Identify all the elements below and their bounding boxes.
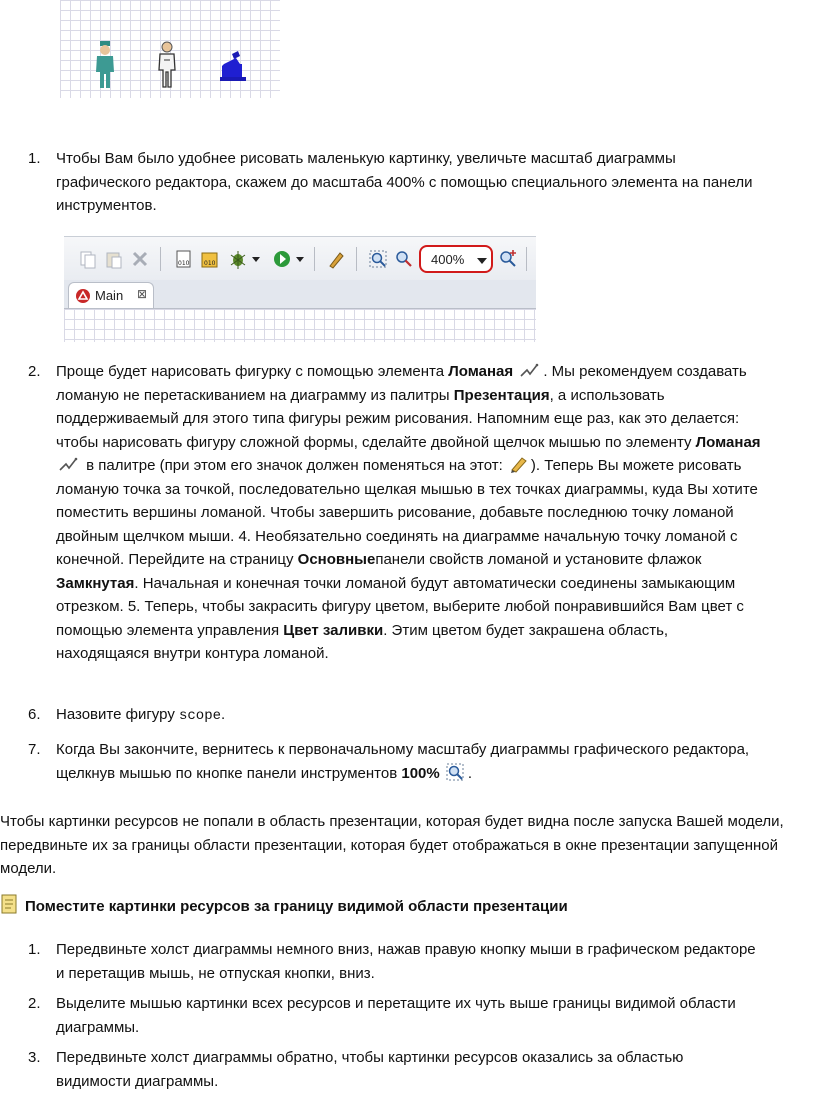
step-6-text-part: Назовите фигуру (56, 706, 179, 723)
run-icon[interactable] (272, 249, 292, 269)
step-2-text-part: . Мы рекомендуем создавать ломаную не перетаскиванием на диаграмму из палитры (56, 363, 747, 404)
step-2-text-part: , а использовать поддерживаемый для этого типа фигуры режим рисования. Напомним еще раз, как это делается: чтобы нарисовать фигуру сложной формы, сделайте двойной щелчок мышью по элементу (56, 386, 740, 451)
step-2-text (56, 360, 762, 666)
step-7-text-part: . (467, 764, 473, 782)
bed-resource-icon (218, 50, 248, 82)
close-icon[interactable]: ⊠ (137, 287, 148, 301)
step-7-text-part: Когда Вы закончите, вернитесь к первоначальному масштабу диаграммы графического редактора, щелкнув мышью по кнопке панели инструментов (56, 741, 750, 782)
step-1-number: 1. (28, 150, 41, 167)
toolbar-separator (160, 247, 161, 271)
polyline-term: Ломаная (448, 363, 514, 380)
build-icon[interactable] (174, 249, 194, 269)
step-6-text-part: . (221, 706, 226, 723)
editor-tab-bar (64, 280, 536, 309)
task-note-icon (0, 894, 18, 914)
step-1-text: Чтобы Вам было удобнее рисовать маленькую картинку, увеличьте масштаб диаграммы графического редактора, скажем до масштаба 400% с помощью специального элемента на панели инструментов. (56, 150, 753, 214)
copy-icon[interactable] (78, 249, 98, 269)
polyline-icon (519, 363, 541, 379)
section-heading: Поместите картинки ресурсов за границу видимой области презентации (25, 898, 568, 915)
list-b-item-1-number: 1. (28, 941, 41, 958)
list-b-item-2-number: 2. (28, 995, 41, 1012)
list-b-item-3-number: 3. (28, 1049, 41, 1066)
step-2-number: 2. (28, 363, 41, 380)
patient-figure-icon (156, 40, 178, 90)
diagram-grid-preview (60, 0, 280, 98)
polyline-icon (58, 457, 80, 473)
tab-main-label: Main (95, 288, 124, 303)
pencil-icon (509, 455, 529, 473)
svg-text:010: 010 (204, 260, 216, 267)
fill-color-term: Цвет заливки (283, 621, 384, 639)
closed-checkbox-term: Замкнутая (56, 574, 135, 592)
step-7-text (56, 738, 762, 785)
step-6-number: 6. (28, 706, 41, 723)
toolbar-separator (356, 247, 357, 271)
presentation-palette-term: Презентация (453, 386, 550, 404)
doctor-figure-icon (94, 40, 116, 90)
toolbar (64, 236, 536, 281)
debug-icon[interactable] (228, 249, 248, 269)
step-2-text-part: Проще будет нарисовать фигурку с помощью элемента (56, 363, 449, 380)
step-2-text-part: . Начальная и конечная точки ломаной будут автоматически соединены замыкающим отрезком. 5. Теперь, чтобы закрасить фигуру цветом, выберите любой понравившийся Вам цвет с помощью элемента управления (56, 574, 744, 639)
zoom-100-term: 100% (401, 764, 440, 782)
step-6-text (56, 703, 762, 729)
pen-icon[interactable] (326, 249, 346, 269)
chevron-down-icon[interactable] (252, 257, 260, 262)
zoom-out-icon[interactable] (394, 249, 414, 269)
body-paragraph: Чтобы картинки ресурсов не попали в область презентации, которая будет видна после запуска Вашей модели, передвиньте их за границы области презентации, которая будет отображаться в окне презентации запущенной модели. (0, 813, 784, 877)
toolbar-separator (314, 247, 315, 271)
toolbar-separator (526, 247, 527, 271)
paste-icon[interactable] (104, 249, 124, 269)
svg-text:010: 010 (178, 260, 190, 267)
tab-main[interactable] (68, 282, 154, 308)
general-page-term: Основные (297, 551, 376, 568)
zoom-100-icon (446, 763, 466, 781)
diagram-canvas[interactable] (64, 309, 536, 342)
shape-name-code: scope (178, 708, 221, 724)
list-b-item-1-text: Передвиньте холст диаграммы немного вниз, нажав правую кнопку мыши в графическом редакторе и перетащив мышь, не отпуская кнопки, вниз. (56, 941, 756, 982)
chevron-down-icon[interactable] (477, 258, 487, 264)
build-all-icon[interactable] (200, 249, 220, 269)
step-7-number: 7. (28, 741, 41, 758)
model-icon (75, 288, 91, 304)
chevron-down-icon[interactable] (296, 257, 304, 262)
step-2-text-part: . Этим цветом будет закрашена область, находящаяся внутри контура ломаной. (56, 621, 669, 662)
zoom-fit-icon[interactable] (368, 249, 388, 269)
zoom-level-combo[interactable] (419, 245, 493, 273)
list-b-item-2-text: Выделите мышью картинки всех ресурсов и перетащите их чуть выше границы видимой области диаграммы. (56, 995, 736, 1036)
step-2-text-part: ). Теперь Вы можете рисовать ломаную точка за точкой, последовательно щелкая мышью в тех точках диаграммы, куда Вы хотите поместить вершины ломаной. Чтобы завершить рисование, добавьте последнюю точку ломаной двойным щелчком мыши. 4. Необязательно соединять на диаграмме начальную точку ломаной с конечной. Перейдите на страницу (56, 457, 758, 568)
delete-icon[interactable] (130, 249, 150, 269)
zoom-in-icon[interactable] (498, 249, 518, 269)
polyline-term: Ломаная (695, 433, 761, 451)
list-b-item-3-text: Передвиньте холст диаграммы обратно, чтобы картинки ресурсов оказались за областью видимости диаграммы. (56, 1049, 684, 1090)
step-2-text-part: панели свойств ломаной и установите флажок (375, 551, 702, 568)
step-2-text-part: в палитре (при этом его значок должен поменяться на этот: (82, 457, 507, 474)
toolbar-screenshot (64, 236, 536, 342)
zoom-level-value: 400% (431, 252, 465, 267)
